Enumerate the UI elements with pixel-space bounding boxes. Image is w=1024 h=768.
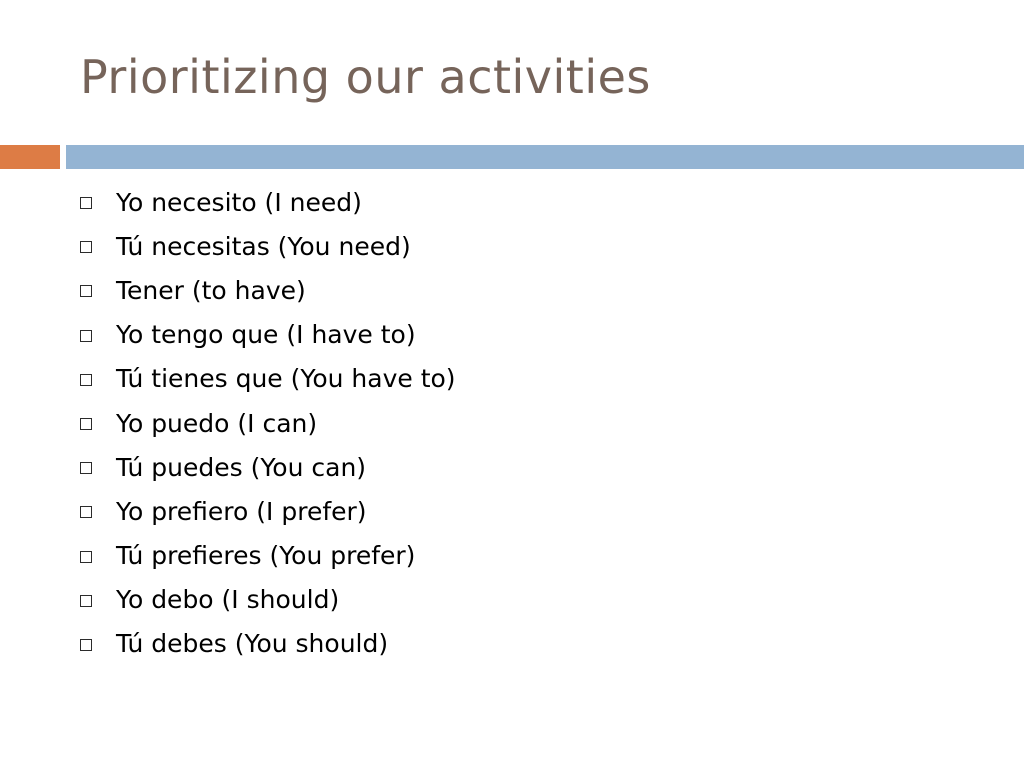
bullet-text: Tú debes (You should)	[116, 629, 389, 659]
hollow-square-icon	[80, 639, 92, 651]
hollow-square-icon	[80, 418, 92, 430]
bullet-text: Yo debo (I should)	[116, 585, 340, 615]
hollow-square-icon	[80, 374, 92, 386]
bullet-item	[80, 357, 456, 401]
hollow-square-icon	[80, 462, 92, 474]
hollow-square-icon	[80, 197, 92, 209]
bullet-list	[80, 180, 456, 666]
bullet-text: Tú necesitas (You need)	[116, 231, 411, 261]
hollow-square-icon	[80, 330, 92, 342]
hollow-square-icon	[80, 506, 92, 518]
bullet-text: Yo puedo (I can)	[116, 408, 318, 438]
hollow-square-icon	[80, 595, 92, 607]
accent-bar-blue	[66, 145, 1024, 169]
accent-bar-orange	[0, 145, 60, 169]
bullet-text: Tú puedes (You can)	[116, 452, 367, 482]
hollow-square-icon	[80, 551, 92, 563]
bullet-item	[80, 180, 456, 224]
bullet-item	[80, 401, 456, 445]
bullet-item	[80, 622, 456, 666]
bullet-text: Tú prefieres (You prefer)	[116, 541, 416, 571]
hollow-square-icon	[80, 285, 92, 297]
bullet-item	[80, 445, 456, 489]
bullet-item	[80, 578, 456, 622]
bullet-item	[80, 268, 456, 312]
bullet-text: Yo necesito (I need)	[116, 187, 362, 217]
slide-title: Prioritizing our activities	[80, 50, 651, 104]
bullet-item	[80, 313, 456, 357]
bullet-text: Tú tienes que (You have to)	[116, 364, 456, 394]
bullet-text: Yo tengo que (I have to)	[116, 320, 416, 350]
bullet-text: Yo prefiero (I prefer)	[116, 496, 367, 526]
hollow-square-icon	[80, 241, 92, 253]
bullet-item	[80, 534, 456, 578]
bullet-item	[80, 224, 456, 268]
bullet-text: Tener (to have)	[116, 275, 306, 305]
bullet-item	[80, 489, 456, 533]
